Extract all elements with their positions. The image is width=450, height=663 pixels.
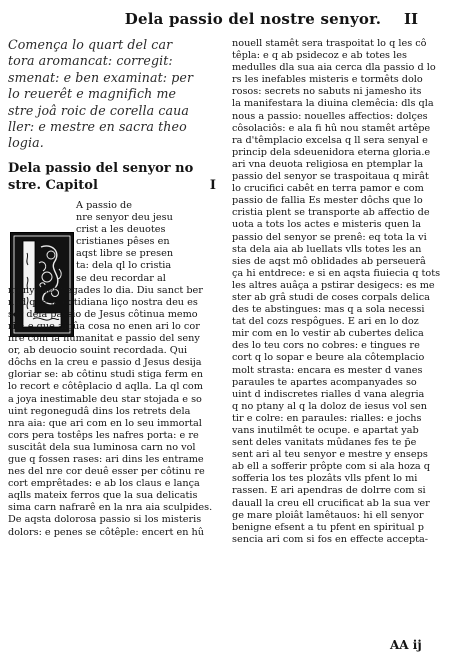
folio-number: II (404, 10, 419, 28)
text-line: ser dela passio de Jesus côtinua memo (8, 308, 198, 320)
text-line: suscitât dela sua luminosa carn no vol (8, 441, 196, 453)
incipit-line: stre joâ roic de corella caua (8, 102, 189, 118)
left-text-column (8, 200, 220, 539)
text-line: ari vna deuota religiosa en ptemplar la (232, 158, 424, 170)
text-line: ria: e que algûa cosa no enen ari lo cor (8, 320, 200, 332)
text-line: dauall la creu ell crucificat ab la sua ver (232, 497, 430, 509)
text-line: sies de aqst mô oblidades ab perseuerâ (232, 255, 426, 267)
text-line: sent deles vanitats mûdanes fes te p̄e (232, 437, 417, 449)
running-title: Dela passio del nostre senyor. (124, 10, 382, 28)
text-line: nre com la humanitat e passio del seny (8, 333, 200, 345)
text-line: De aqsta dolorosa passio si los misteris (8, 514, 202, 526)
text-line: or, ab deuocio souint recordada. Qui (8, 345, 188, 357)
text-line: rosos: secrets no sabuts ni jamesho its (232, 86, 422, 98)
text-line: ta: dela ql lo cristia (76, 260, 172, 272)
text-line: cristia plent se transporte ab affectio de (232, 207, 430, 219)
text-line: menys set vegades lo dia. Diu sanct ber (8, 284, 203, 296)
chapter-heading-line-2: stre. Capitol (8, 178, 98, 193)
text-line: cort q lo sopar e beure ala côtemplacio (232, 352, 425, 364)
text-line: têpla: e q ab psidecoz e ab totes les (232, 50, 407, 62)
text-line: benigne efsent a tu pfent en spiritual p (232, 521, 424, 533)
text-line: nre senyor deu jesu (76, 212, 173, 224)
text-line: gloriar se: ab côtinu studi stiga ferm en (8, 369, 203, 381)
text-line: aqlls mateix ferros que la sua delicatis (8, 490, 198, 502)
incipit-line: ller: e mestre en sacra theo (8, 119, 187, 135)
text-line: molt strasta: encara es mester d vanes (232, 364, 423, 376)
incipit-line: tora aromancat: corregit: (8, 53, 173, 69)
text-line: vans inutilmêt te ocupe. e apartat yab (232, 425, 419, 436)
text-line: sofferia los tes plozâts vlls pfent lo mi (232, 473, 418, 485)
text-line: cort emprêtades: e ab los claus e lança (8, 478, 200, 490)
text-line: tat del cozs respôgues. E ari en lo doz (232, 316, 419, 328)
text-line: lo crucifici cabêt en terra pamor e com (232, 183, 424, 195)
text-line: medulles dla sua aia cerca dla passio d lo (232, 62, 436, 74)
chapter-heading-line-1: Dela passio del senyor no (8, 161, 194, 176)
text-line: ster ab grâ studi de coses corpals delica (232, 291, 430, 303)
incipit-line: Comença lo quart del car (8, 37, 173, 52)
text-line: la manifestara la diuina clemêcia: dls qla (232, 98, 434, 110)
signature-mark: AA ij (390, 638, 422, 652)
text-line: A passio de (76, 200, 132, 211)
text-line: cristianes pêses en (76, 236, 170, 248)
text-line: lo recort e côtêplacio d aqlla. La ql com (8, 381, 203, 393)
text-line: cors pera tostêps les nafres porta: e re (8, 429, 199, 441)
text-line: passio del senyor se prenê: eq tota la vi (232, 231, 427, 243)
text-line: aqst libre se presen (76, 248, 174, 260)
text-line: sta dela aia ab luellats vlls totes les an (232, 243, 422, 255)
text-line: passio de fallia Es mester dôchs que lo (232, 195, 423, 207)
text-line: dôchs en la creu e passio d Jesus desija (8, 357, 202, 369)
text-line: rs les inefables misteris e tormêts dolo (232, 74, 423, 86)
chapter-heading (8, 160, 220, 194)
text-line: passio del senyor se traspoitaua q mirât (232, 171, 429, 183)
chapter-number: I (209, 178, 216, 193)
text-line: uint d indiscretes rialles d vana alegria (232, 388, 425, 400)
text-line: sima carn nafrarê en la nra aia sculpides. (8, 502, 213, 514)
text-line: nouell stamêt sera traspoitat lo q les cô (232, 38, 427, 49)
text-line: tir e colre: en paraules: rialles: e jochs (232, 412, 422, 424)
text-line: nad que la cotidiana liço nostra deu es (8, 296, 198, 308)
text-line: les altres auâça a pstirar desigecs: es me (232, 279, 435, 291)
text-line: nra aia: que ari com en lo seu immortal (8, 417, 202, 429)
text-line: ça hi entdrece: e si en aqsta fiuiecia q tots (232, 267, 440, 279)
text-line: mir com en lo vestir ab cubertes delica (232, 328, 424, 340)
text-line: côsolaciôs: e ala fi hû nou stamêt artêpe (232, 122, 431, 134)
text-line: des lo teu cors no cobres: e tingues re (232, 340, 420, 352)
text-line: crist a les deuotes (76, 224, 166, 236)
text-line: paraules te apartes acompanyades so (232, 376, 417, 388)
text-line: ge mare ploiât lamêtauos: hi ell senyor (232, 509, 424, 521)
text-line: se deu recordar al (76, 272, 166, 284)
incipit-line: logia. (8, 135, 44, 151)
incipit-line: lo reuerêt e magnifich me (8, 86, 177, 102)
text-line: uint regonegudâ dins los retrets dela (8, 405, 191, 417)
text-line: princip dela sdeuenidora eterna gloria.e (232, 146, 431, 158)
text-line: uota a tots los actes e misteris quen la (232, 219, 422, 231)
right-text-column (232, 38, 440, 546)
text-line: ra d'têmplacio excelsa q ll sera senyal e (232, 134, 428, 146)
text-line: rassen. E ari apendras de dolrre com si (232, 485, 426, 497)
text-line: sent ari al teu senyor e mestre y enseps (232, 449, 428, 461)
text-line: dolors: e penes se côtêple: encert en hû (8, 526, 204, 538)
text-line: ab ell a sofferir prôpte com si ala hoza q (232, 461, 430, 473)
text-line: sencia ari com si fos en effecte accepta- (232, 533, 429, 545)
incipit-line: smenat: e ben examinat: per (8, 69, 194, 85)
text-line: q no ptany al q la doloz de iesus vol sen (232, 400, 427, 412)
text-line: nes del nre cor deuê esser per côtinu re (8, 466, 205, 478)
text-line: gue q fossen rases: ari dins les entrame (8, 453, 204, 465)
incipit-block (8, 37, 220, 152)
text-line: nous a passio: nouelles affectios: dolçes (232, 110, 428, 122)
text-line: a joya inestimable deu star stojada e so (8, 393, 202, 405)
text-line: des te abstingues: mas q a sola necessi (232, 304, 425, 316)
